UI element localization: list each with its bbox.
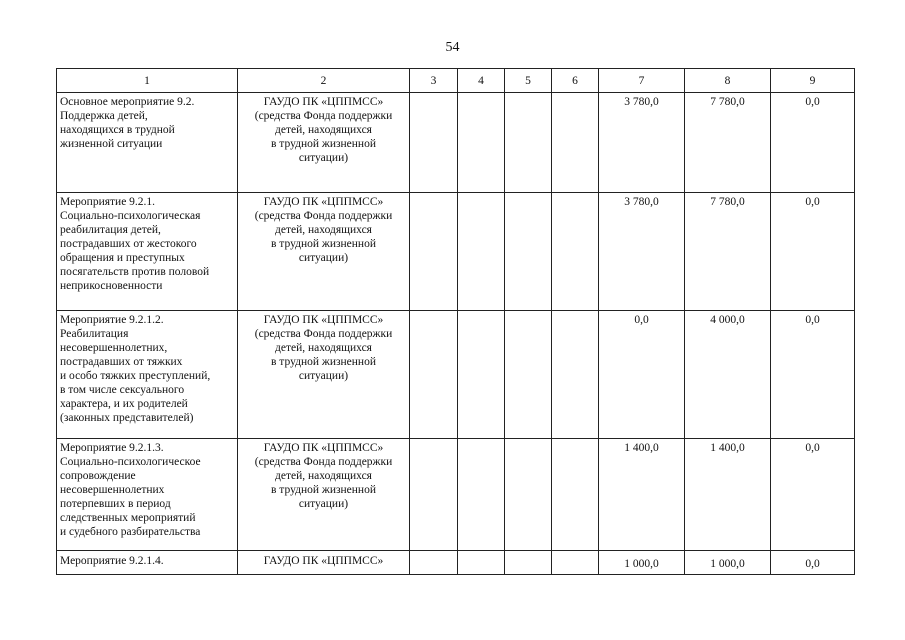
table-row <box>57 193 855 311</box>
empty-cell <box>410 193 458 311</box>
amount-col9-cell: 0,0 <box>771 93 855 193</box>
amount-col7-cell: 1 400,0 <box>599 439 685 551</box>
empty-cell <box>505 439 552 551</box>
column-header: 7 <box>599 69 685 93</box>
executor-cell: ГАУДО ПК «ЦППМСС» (средства Фонда поддержки детей, находящихся в трудной жизненной ситуации) <box>238 193 410 311</box>
activity-name-cell: Мероприятие 9.2.1.4. <box>57 551 238 575</box>
empty-cell <box>410 311 458 439</box>
executor-cell: ГАУДО ПК «ЦППМСС» (средства Фонда поддержки детей, находящихся в трудной жизненной ситуации) <box>238 93 410 193</box>
empty-cell <box>410 551 458 575</box>
page-number: 54 <box>445 40 460 55</box>
empty-cell <box>505 193 552 311</box>
budget-table <box>56 68 855 575</box>
empty-cell <box>458 551 505 575</box>
empty-cell <box>552 439 599 551</box>
column-header: 2 <box>238 69 410 93</box>
amount-col7-cell: 3 780,0 <box>599 193 685 311</box>
table-row <box>57 311 855 439</box>
activity-name-cell: Мероприятие 9.2.1.3. Социально-психологическое сопровождение несовершеннолетних потерпевших в период следственных мероприятий и судебного разбирательства <box>57 439 238 551</box>
amount-col8-cell: 1 400,0 <box>685 439 771 551</box>
empty-cell <box>552 311 599 439</box>
activity-name-cell: Мероприятие 9.2.1. Социально-психологическая реабилитация детей, пострадавших от жестокого обращения и преступных посягательств против половой неприкосновенности <box>57 193 238 311</box>
amount-col9-cell: 0,0 <box>771 439 855 551</box>
amount-col8-cell: 1 000,0 <box>685 551 771 575</box>
empty-cell <box>552 193 599 311</box>
executor-cell: ГАУДО ПК «ЦППМСС» <box>238 551 410 575</box>
table-row <box>57 439 855 551</box>
activity-name-cell: Основное мероприятие 9.2. Поддержка детей, находящихся в трудной жизненной ситуации <box>57 93 238 193</box>
executor-cell: ГАУДО ПК «ЦППМСС» (средства Фонда поддержки детей, находящихся в трудной жизненной ситуации) <box>238 311 410 439</box>
column-header: 4 <box>458 69 505 93</box>
executor-cell: ГАУДО ПК «ЦППМСС» (средства Фонда поддержки детей, находящихся в трудной жизненной ситуации) <box>238 439 410 551</box>
amount-col9-cell: 0,0 <box>771 311 855 439</box>
amount-col8-cell: 7 780,0 <box>685 93 771 193</box>
column-header: 8 <box>685 69 771 93</box>
empty-cell <box>458 93 505 193</box>
amount-col8-cell: 4 000,0 <box>685 311 771 439</box>
empty-cell <box>505 311 552 439</box>
empty-cell <box>505 93 552 193</box>
table-row <box>57 551 855 575</box>
amount-col9-cell: 0,0 <box>771 193 855 311</box>
header-row <box>57 69 855 93</box>
column-header: 6 <box>552 69 599 93</box>
amount-col7-cell: 1 000,0 <box>599 551 685 575</box>
activity-name-cell: Мероприятие 9.2.1.2. Реабилитация несовершеннолетних, пострадавших от тяжких и особо тяжких преступлений, в том числе сексуального характера, и их родителей (законных представителей) <box>57 311 238 439</box>
column-header: 1 <box>57 69 238 93</box>
amount-col7-cell: 3 780,0 <box>599 93 685 193</box>
amount-col7-cell: 0,0 <box>599 311 685 439</box>
empty-cell <box>552 551 599 575</box>
empty-cell <box>552 93 599 193</box>
empty-cell <box>458 193 505 311</box>
empty-cell <box>458 439 505 551</box>
empty-cell <box>458 311 505 439</box>
column-header: 5 <box>505 69 552 93</box>
table-row <box>57 93 855 193</box>
empty-cell <box>505 551 552 575</box>
empty-cell <box>410 439 458 551</box>
column-header: 3 <box>410 69 458 93</box>
amount-col8-cell: 7 780,0 <box>685 193 771 311</box>
empty-cell <box>410 93 458 193</box>
column-header: 9 <box>771 69 855 93</box>
amount-col9-cell: 0,0 <box>771 551 855 575</box>
